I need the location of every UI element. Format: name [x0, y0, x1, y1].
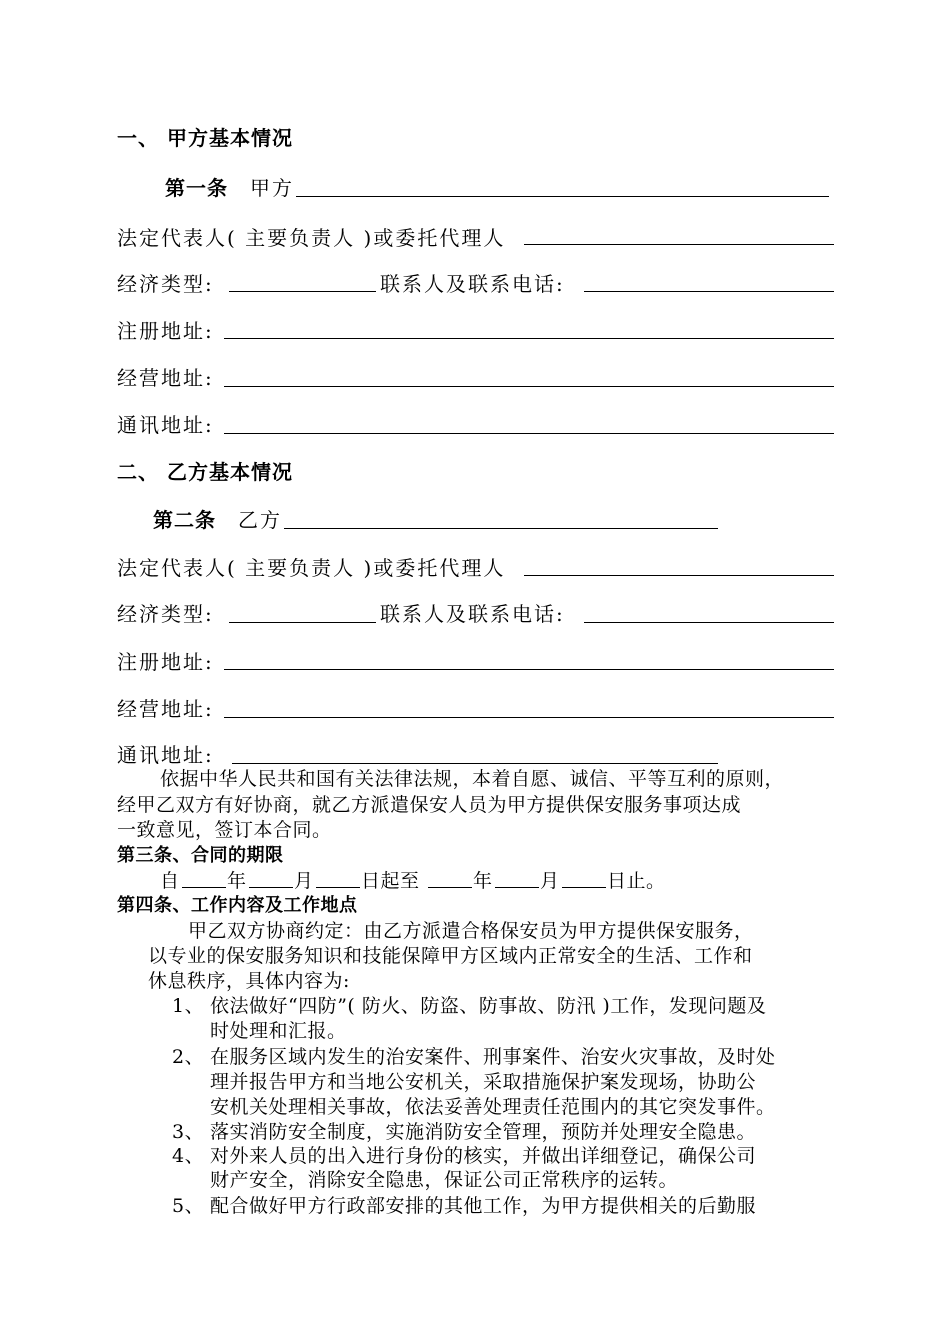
party-b-op-label: 经营地址:: [117, 697, 214, 721]
article4-para-3: 休息秩序，具体内容为:: [148, 970, 350, 992]
item-number: 3、: [172, 1121, 205, 1143]
party-b-rep-field[interactable]: [524, 575, 834, 576]
item-number: 4、: [172, 1145, 205, 1167]
term-month-1: 月: [294, 870, 314, 892]
item-text-line: 配合做好甲方行政部安排的其他工作，为甲方提供相关的后勤服: [210, 1195, 757, 1217]
article1-label: 第一条: [165, 176, 228, 200]
term-day-to: 日止。: [607, 870, 666, 892]
article2-label: 第二条: [153, 508, 216, 532]
term-from: 自: [160, 870, 180, 892]
party-a-contact-label: 联系人及联系电话:: [380, 272, 565, 296]
item-text-line: 对外来人员的出入进行身份的核实，并做出详细登记，确保公司: [210, 1145, 757, 1167]
party-a-econ-field[interactable]: [229, 291, 376, 292]
party-a-label: 甲方: [250, 176, 294, 200]
term-day-from: 日起至: [361, 870, 420, 892]
party-b-reg-label: 注册地址:: [117, 650, 214, 674]
section1-heading: 一、 甲方基本情况: [117, 126, 293, 150]
item-text-line: 在服务区域内发生的治安案件、刑事案件、治安火灾事故，及时处: [210, 1046, 776, 1068]
article4-heading: 第四条、工作内容及工作地点: [117, 895, 358, 916]
term-month-2: 月: [540, 870, 560, 892]
party-a-reg-field[interactable]: [224, 338, 834, 339]
term-year-1: 年: [227, 870, 247, 892]
party-a-comm-label: 通讯地址:: [117, 413, 214, 437]
party-a-rep-label: 法定代表人( 主要负责人 )或委托代理人: [117, 226, 506, 250]
section2-heading: 二、 乙方基本情况: [117, 460, 293, 484]
party-b-label: 乙方: [238, 508, 282, 532]
item-text-line: 财产安全，消除安全隐患，保证公司正常秩序的运转。: [210, 1169, 679, 1191]
party-a-field[interactable]: [296, 196, 829, 197]
party-a-econ-label: 经济类型:: [117, 272, 214, 296]
item-number: 5、: [172, 1195, 205, 1217]
item-number: 2、: [172, 1046, 205, 1068]
party-a-op-field[interactable]: [224, 386, 834, 387]
item-text-line: 安机关处理相关事故，依法妥善处理责任范围内的其它突发事件。: [210, 1096, 776, 1118]
item-text-line: 理并报告甲方和当地公安机关，采取措施保护案发现场，协助公: [210, 1071, 757, 1093]
party-b-contact-label: 联系人及联系电话:: [380, 602, 565, 626]
party-a-rep-field[interactable]: [524, 244, 834, 245]
article3-heading: 第三条、合同的期限: [117, 845, 284, 866]
start-day-field[interactable]: [316, 887, 360, 888]
party-a-op-label: 经营地址:: [117, 366, 214, 390]
party-b-field[interactable]: [284, 528, 718, 529]
intro-line-3: 一致意见，签订本合同。: [117, 819, 332, 841]
start-year-field[interactable]: [182, 887, 226, 888]
party-a-reg-label: 注册地址:: [117, 319, 214, 343]
party-b-econ-field[interactable]: [229, 622, 376, 623]
end-year-field[interactable]: [428, 887, 472, 888]
intro-line-2: 经甲乙双方有好协商，就乙方派遣保安人员为甲方提供保安服务事项达成: [117, 794, 742, 816]
item-text-line: 依法做好“四防”( 防火、防盗、防事故、防汛 )工作，发现问题及: [210, 995, 767, 1017]
item-number: 1、: [172, 995, 205, 1017]
article4-para-1: 甲乙双方协商约定：由乙方派遣合格保安员为甲方提供保安服务，: [188, 920, 754, 942]
party-b-econ-label: 经济类型:: [117, 602, 214, 626]
party-b-contact-field[interactable]: [584, 622, 834, 623]
party-b-reg-field[interactable]: [224, 669, 834, 670]
item-text-line: 落实消防安全制度，实施消防安全管理，预防并处理安全隐患。: [210, 1121, 757, 1143]
term-year-2: 年: [473, 870, 493, 892]
intro-line-1: 依据中华人民共和国有关法律法规，本着自愿、诚信、平等互利的原则，: [160, 768, 785, 790]
item-text-line: 时处理和汇报。: [210, 1020, 347, 1042]
party-a-comm-field[interactable]: [224, 433, 834, 434]
end-month-field[interactable]: [495, 887, 539, 888]
article4-para-2: 以专业的保安服务知识和技能保障甲方区域内正常安全的生活、工作和: [148, 945, 753, 967]
party-b-op-field[interactable]: [224, 717, 834, 718]
party-b-rep-label: 法定代表人( 主要负责人 )或委托代理人: [117, 556, 506, 580]
start-month-field[interactable]: [249, 887, 293, 888]
party-b-comm-field[interactable]: [232, 763, 718, 764]
end-day-field[interactable]: [562, 887, 606, 888]
party-b-comm-label: 通讯地址:: [117, 743, 214, 767]
party-a-contact-field[interactable]: [584, 291, 834, 292]
